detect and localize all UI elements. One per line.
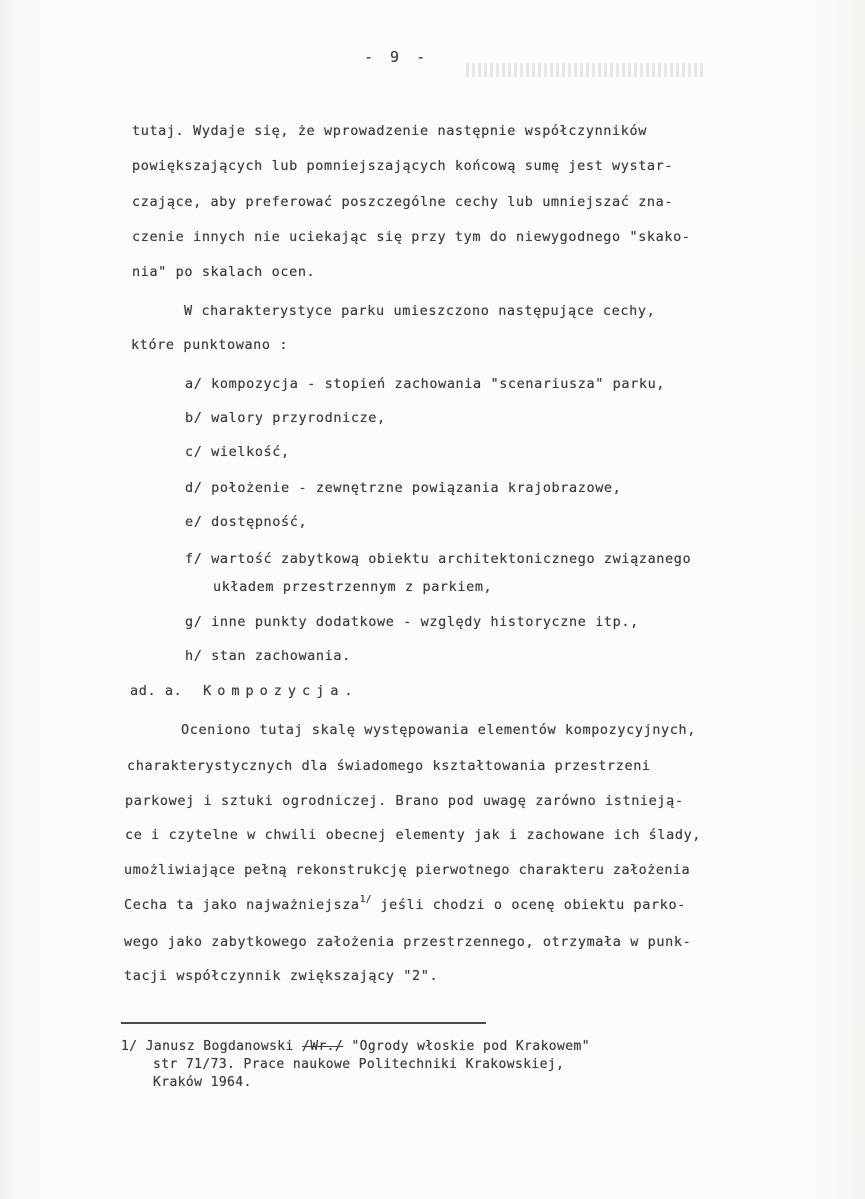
paragraph3-line: parkowej i sztuki ogrodniczej. Brano pod uwagę zarówno istnieją- xyxy=(125,793,684,809)
paragraph3-line: charakterystycznych dla świadomego kształtowania przestrzeni xyxy=(127,758,651,774)
footnote-reference: 1/ xyxy=(359,894,372,905)
list-item-f-continued: układem przestrzennym z parkiem, xyxy=(213,579,493,595)
footnote-line: str 71/73. Prace naukowe Politechniki Krakowskiej, xyxy=(153,1057,565,1072)
list-item-h: h/ stan zachowania. xyxy=(185,648,351,664)
section-prefix: ad. a. xyxy=(130,683,183,699)
list-item-c: c/ wielkość, xyxy=(185,444,290,460)
paragraph1-line: tutaj. Wydaje się, że wprowadzenie następnie współczynników xyxy=(132,123,647,139)
section-title: Kompozycja. xyxy=(203,683,359,699)
paragraph3-line: ce i czytelne w chwili obecnej elementy jak i zachowane ich ślady, xyxy=(125,827,702,843)
list-item-a: a/ kompozycja - stopień zachowania "scenariusza" parku, xyxy=(185,376,666,392)
paragraph3-line: umożliwiające pełną rekonstrukcję pierwotnego charakteru założenia xyxy=(124,862,691,878)
list-item-e: e/ dostępność, xyxy=(185,514,308,530)
text-after-ref: jeśli chodzi o ocenę obiektu parko- xyxy=(371,897,686,913)
list-item-f: f/ wartość zabytkową obiektu architektonicznego związanego xyxy=(185,551,692,567)
text-before-ref: Cecha ta jako najważniejsza xyxy=(124,897,360,913)
paragraph1-line: nia" po skalach ocen. xyxy=(132,264,316,280)
paragraph1-line: czenie innych nie uciekając się przy tym do niewygodnego "skako- xyxy=(132,229,691,245)
bleed-through-text xyxy=(466,63,706,77)
section-heading xyxy=(130,683,359,699)
footnote-line xyxy=(121,1039,590,1054)
paragraph2-line: które punktowano : xyxy=(131,337,289,353)
page-number: - 9 - xyxy=(364,48,430,66)
footnote-struck-text: /Wr./ xyxy=(302,1039,344,1054)
paragraph3-line-with-footnote xyxy=(124,894,686,913)
paragraph1-line: czające, aby preferować poszczególne cechy lub umniejszać zna- xyxy=(132,194,674,210)
footnote-author: 1/ Janusz Bogdanowski xyxy=(121,1039,294,1054)
footnote-title: "Ogrody włoskie pod Krakowem" xyxy=(343,1039,590,1054)
paragraph1-line: powiększających lub pomniejszających końcową sumę jest wystar- xyxy=(132,158,674,174)
footnote-divider xyxy=(121,1022,486,1024)
paragraph3-line: tacji współczynnik zwiększający "2". xyxy=(124,968,439,984)
list-item-b: b/ walory przyrodnicze, xyxy=(185,410,386,426)
list-item-d: d/ położenie - zewnętrzne powiązania krajobrazowe, xyxy=(185,480,622,496)
list-item-g: g/ inne punkty dodatkowe - względy historyczne itp., xyxy=(185,614,639,630)
paragraph2-line: W charakterystyce parku umieszczono następujące cechy, xyxy=(184,303,656,319)
paragraph3-line: Oceniono tutaj skalę występowania elementów kompozycyjnych, xyxy=(181,722,696,738)
footnote-line: Kraków 1964. xyxy=(153,1075,252,1090)
paragraph3-line: wego jako zabytkowego założenia przestrzennego, otrzymała w punk- xyxy=(124,934,692,950)
